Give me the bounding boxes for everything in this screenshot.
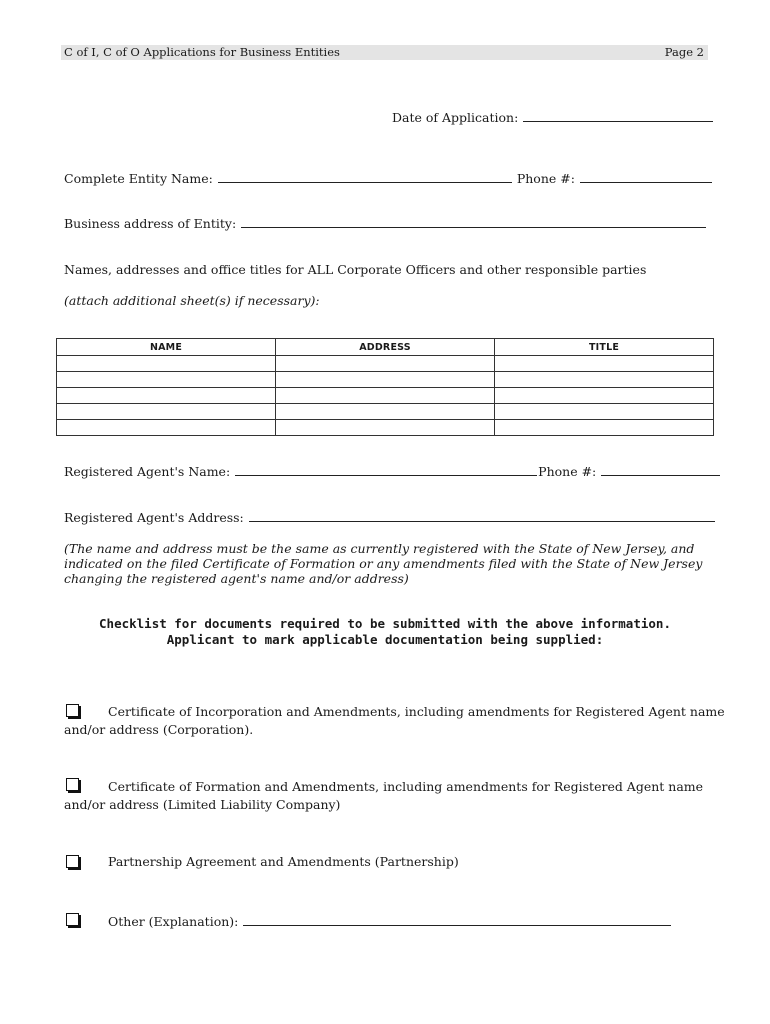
entity-name-field[interactable]	[218, 181, 512, 183]
address-cell[interactable]	[276, 372, 495, 388]
name-cell[interactable]	[57, 356, 276, 372]
column-header-title: TITLE	[495, 339, 714, 356]
agent-name-row	[64, 464, 720, 479]
entity-name-row	[64, 171, 712, 186]
address-cell[interactable]	[276, 388, 495, 404]
column-header-name: NAME	[57, 339, 276, 356]
name-cell[interactable]	[57, 388, 276, 404]
title-cell[interactable]	[495, 372, 714, 388]
agent-note: (The name and address must be the same as currently registered with the State of New Jersey, and indicated on the filed Certificate of Formation or any amendments filed with the State of New Jersey changing the registered agent's name and/or address)	[64, 541, 703, 586]
title-cell[interactable]	[495, 404, 714, 420]
agent-address-label: Registered Agent's Address:	[64, 510, 244, 525]
document-title: C of I, C of O Applications for Business Entities	[64, 45, 340, 59]
phone-field[interactable]	[580, 181, 712, 183]
corporation-checkbox[interactable]	[66, 704, 79, 717]
date-of-application-label: Date of Application:	[392, 110, 519, 125]
llc-item-label-cont: and/or address (Limited Liability Company)	[64, 797, 341, 812]
officers-note: (attach additional sheet(s) if necessary):	[64, 293, 320, 308]
llc-checkbox[interactable]	[66, 778, 79, 791]
checklist-title-line2: Applicant to mark applicable documentation being supplied:	[166, 632, 604, 647]
column-header-address: ADDRESS	[276, 339, 495, 356]
officers-intro: Names, addresses and office titles for ALL Corporate Officers and other responsible parties	[64, 262, 647, 277]
agent-phone-label: Phone #:	[538, 464, 597, 479]
table-row	[57, 420, 714, 436]
page-number: Page 2	[664, 45, 704, 59]
other-item-row	[108, 914, 671, 929]
business-address-label: Business address of Entity:	[64, 216, 237, 231]
table-row	[57, 404, 714, 420]
title-cell[interactable]	[495, 420, 714, 436]
date-of-application-row	[392, 110, 713, 125]
agent-phone-field[interactable]	[601, 474, 720, 476]
checklist-title-line1: Checklist for documents required to be submitted with the above information.	[99, 616, 671, 631]
table-row	[57, 356, 714, 372]
agent-name-label: Registered Agent's Name:	[64, 464, 231, 479]
phone-label: Phone #:	[516, 171, 575, 186]
other-explanation-field[interactable]	[243, 924, 671, 926]
date-of-application-field[interactable]	[523, 120, 713, 122]
address-cell[interactable]	[276, 404, 495, 420]
corporation-item-label: Certificate of Incorporation and Amendments, including amendments for Registered Agent name	[108, 704, 725, 719]
table-row	[57, 388, 714, 404]
name-cell[interactable]	[57, 372, 276, 388]
agent-address-row	[64, 510, 715, 525]
business-address-field[interactable]	[241, 226, 706, 228]
name-cell[interactable]	[57, 420, 276, 436]
name-cell[interactable]	[57, 404, 276, 420]
corporation-item-label-cont: and/or address (Corporation).	[64, 722, 254, 737]
other-checkbox[interactable]	[66, 913, 79, 926]
table-header-row	[57, 339, 714, 356]
officers-table	[56, 338, 714, 436]
address-cell[interactable]	[276, 420, 495, 436]
other-item-label: Other (Explanation):	[108, 914, 239, 929]
llc-item-label: Certificate of Formation and Amendments, including amendments for Registered Agent name	[108, 779, 704, 794]
title-cell[interactable]	[495, 388, 714, 404]
business-address-row	[64, 216, 706, 231]
title-cell[interactable]	[495, 356, 714, 372]
partnership-checkbox[interactable]	[66, 855, 79, 868]
agent-name-field[interactable]	[235, 474, 537, 476]
table-row	[57, 372, 714, 388]
partnership-item-label: Partnership Agreement and Amendments (Partnership)	[108, 854, 459, 869]
address-cell[interactable]	[276, 356, 495, 372]
agent-address-field[interactable]	[249, 520, 715, 522]
entity-name-label: Complete Entity Name:	[64, 171, 213, 186]
page-header	[61, 45, 708, 60]
